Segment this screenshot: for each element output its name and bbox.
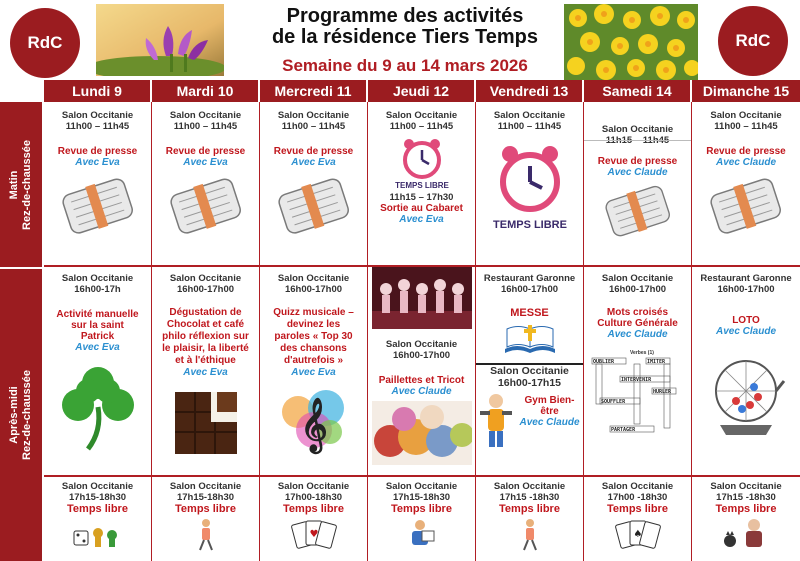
animator: Avec Claude xyxy=(715,326,777,337)
activity: Temps libre xyxy=(499,503,560,515)
evening-friday xyxy=(476,477,584,561)
location: Restaurant Garonne xyxy=(483,273,576,284)
shamrock-icon xyxy=(58,363,138,453)
day-header-thursday: Jeudi 12 xyxy=(368,80,476,102)
newspaper-icon xyxy=(166,172,246,242)
afternoon-saturday xyxy=(584,267,692,477)
time: 11h00 – 11h45 xyxy=(714,121,778,132)
daffodil-photo xyxy=(564,4,698,80)
afternoon-thursday xyxy=(368,267,476,477)
svg-text:TEMPS LIBRE: TEMPS LIBRE xyxy=(394,181,449,190)
day-header-saturday: Samedi 14 xyxy=(584,80,692,102)
location: Salon Occitanie xyxy=(493,481,566,492)
board-game-icon xyxy=(68,517,128,551)
animator: Avec Claude xyxy=(607,329,668,340)
activity: Temps libre xyxy=(391,503,452,515)
divider-line xyxy=(584,140,691,141)
animator: Avec Claude xyxy=(715,157,777,168)
svg-text:SOUFFLER: SOUFFLER xyxy=(600,399,625,405)
afternoon-friday xyxy=(476,267,584,477)
day-header-sunday: Dimanche 15 xyxy=(692,80,800,102)
time: 11h00 – 11h45 xyxy=(497,121,562,132)
location: Restaurant Garonne xyxy=(700,273,792,284)
svg-text:HURLER: HURLER xyxy=(652,389,671,395)
evening-saturday xyxy=(584,477,692,561)
location: Salon Occitanie xyxy=(710,110,782,121)
schedule-grid xyxy=(44,80,800,561)
evening-sunday xyxy=(692,477,800,561)
location: Salon Occitanie xyxy=(61,273,134,284)
cabaret-photo xyxy=(372,267,472,329)
afternoon-wednesday xyxy=(260,267,368,477)
location: Salon Occitanie xyxy=(61,110,134,121)
week-subtitle: Semaine du 9 au 14 mars 2026 xyxy=(282,56,528,75)
activity: Paillettes et Tricot xyxy=(378,375,465,386)
location: Salon Occitanie xyxy=(385,339,458,350)
time: 17h15 -18h30 xyxy=(499,492,560,503)
svg-text:♥: ♥ xyxy=(309,529,318,540)
morning-monday xyxy=(44,102,152,267)
animator: Avec Eva xyxy=(291,157,336,168)
time-2: 16h00-17h15 xyxy=(497,377,562,389)
location: Salon Occitanie xyxy=(710,481,782,492)
animator: Avec Claude xyxy=(607,167,668,178)
evening-tuesday xyxy=(152,477,260,561)
crocus-photo xyxy=(96,4,224,76)
time: 16h00-17h00 xyxy=(608,284,667,295)
chocolate-icon xyxy=(171,388,241,458)
time: 17h15 -18h30 xyxy=(716,492,776,503)
activity: Sortie au Cabaret xyxy=(380,203,463,214)
location: Salon Occitanie xyxy=(385,481,458,492)
animator: Avec Eva xyxy=(183,367,228,378)
activity: Temps libre xyxy=(607,503,668,515)
time-2: 11h15 – 17h30 xyxy=(389,192,454,203)
time: 16h00-17h00 xyxy=(717,284,775,295)
time: 17h00 -18h30 xyxy=(607,492,668,503)
location: Salon Occitanie xyxy=(169,481,242,492)
svg-text:♠: ♠ xyxy=(633,529,642,540)
svg-text:TEMPS LIBRE: TEMPS LIBRE xyxy=(492,219,567,231)
time: 11h00 – 11h45 xyxy=(389,121,454,132)
location: Salon Occitanie xyxy=(277,481,350,492)
animator: Avec Eva xyxy=(183,157,228,168)
morning-saturday xyxy=(584,102,692,267)
morning-sunday xyxy=(692,102,800,267)
activity: Dégustation de Chocolat et café philo réflexion sur le plaisir, la liberté et à l'éthique xyxy=(162,307,249,366)
activity: Revue de presse xyxy=(57,146,138,157)
location: Salon Occitanie xyxy=(493,110,566,121)
time: 16h00-17h00 xyxy=(392,350,451,361)
location: Salon Occitanie xyxy=(277,273,350,284)
day-header-tuesday: Mardi 10 xyxy=(152,80,260,102)
day-header-friday: Vendredi 13 xyxy=(476,80,584,102)
animator: Avec Eva xyxy=(291,367,336,378)
music-note-icon xyxy=(274,382,354,456)
side-label-morning: Matin Rez-de-chaussée xyxy=(0,102,42,267)
rdc-badge-right: RdC xyxy=(718,6,788,76)
newspaper-icon xyxy=(598,180,678,244)
newspaper-icon xyxy=(274,172,354,242)
bible-icon xyxy=(503,323,557,357)
location: Salon Occitanie xyxy=(61,481,134,492)
temps-libre-logo xyxy=(480,138,580,234)
location: Salon Occitanie xyxy=(169,110,242,121)
activity-2: Gym Bien-être xyxy=(524,395,575,417)
newspaper-icon xyxy=(706,172,786,242)
activity: Temps libre xyxy=(283,503,344,515)
time: 17h15-18h30 xyxy=(392,492,451,503)
evening-thursday xyxy=(368,477,476,561)
location: Salon Occitanie xyxy=(601,481,674,492)
title-line-1: Programme des activités xyxy=(286,5,524,27)
animator-2: Avec Claude xyxy=(519,417,580,428)
svg-text:OUBLIER: OUBLIER xyxy=(592,359,614,365)
activity: Quizz musicale – devinez les paroles « Top 30 des chansons d'autrefois » xyxy=(273,307,354,366)
crossword-icon xyxy=(590,348,686,444)
location-2: Salon Occitanie xyxy=(490,365,569,377)
morning-wednesday xyxy=(260,102,368,267)
walking-person-icon xyxy=(510,517,550,551)
seniors-cat-icon xyxy=(716,517,776,551)
evening-monday xyxy=(44,477,152,561)
activity: Mots croisés Culture Générale xyxy=(597,307,678,329)
time: 16h00-17h xyxy=(74,284,121,295)
svg-text:INTERVENIR: INTERVENIR xyxy=(620,377,651,383)
afternoon-sunday xyxy=(692,267,800,477)
svg-text:PARTAGER: PARTAGER xyxy=(610,427,635,433)
morning-friday xyxy=(476,102,584,267)
day-header-monday: Lundi 9 xyxy=(44,80,152,102)
day-header-wednesday: Mercredi 11 xyxy=(260,80,368,102)
time: 17h15-18h30 xyxy=(68,492,127,503)
bingo-cage-icon xyxy=(706,351,786,437)
title-line-2: de la résidence Tiers Temps xyxy=(271,26,539,48)
time: 11h00 – 11h45 xyxy=(173,121,238,132)
animator: Avec Eva xyxy=(75,157,120,168)
animator: Avec Eva xyxy=(399,214,444,225)
svg-text:Verbes (1): Verbes (1) xyxy=(629,350,654,356)
title-block xyxy=(232,6,578,76)
evening-wednesday xyxy=(260,477,368,561)
location: Salon Occitanie xyxy=(601,273,674,284)
activity: Revue de presse xyxy=(165,146,246,157)
time: 17h00-18h30 xyxy=(284,492,343,503)
time: 17h15-18h30 xyxy=(176,492,235,503)
location: Salon Occitanie xyxy=(277,110,350,121)
activity: MESSE xyxy=(510,307,549,319)
time: 11h00 – 11h45 xyxy=(281,121,346,132)
time: 16h00-17h00 xyxy=(176,284,235,295)
afternoon-tuesday xyxy=(152,267,260,477)
animator: Avec Eva xyxy=(75,342,120,353)
gym-icon xyxy=(476,389,516,451)
activity: Temps libre xyxy=(67,503,128,515)
time: 11h00 – 11h45 xyxy=(65,121,130,132)
afternoon-monday xyxy=(44,267,152,477)
time: 16h00-17h00 xyxy=(284,284,343,295)
playing-cards-icon xyxy=(608,517,668,551)
animator: Avec Claude xyxy=(391,386,452,397)
activity: LOTO xyxy=(732,315,760,326)
reading-person-icon xyxy=(402,517,442,551)
rdc-badge-left: RdC xyxy=(10,8,80,78)
yarn-icon xyxy=(372,401,472,465)
location: Salon Occitanie xyxy=(601,124,674,135)
location: Salon Occitanie xyxy=(169,273,242,284)
morning-thursday xyxy=(368,102,476,267)
temps-libre-logo xyxy=(387,136,457,190)
activity: Temps libre xyxy=(175,503,236,515)
walking-person-icon xyxy=(186,517,226,551)
side-label-afternoon: Après-midi Rez-de-chaussée xyxy=(0,269,42,561)
activity: Revue de presse xyxy=(706,146,786,157)
activity: Activité manuelle sur la saint Patrick xyxy=(56,309,139,342)
svg-text:𝄞: 𝄞 xyxy=(299,397,328,451)
newspaper-icon xyxy=(58,172,138,242)
playing-cards-icon xyxy=(284,517,344,551)
time: 16h00-17h00 xyxy=(500,284,559,295)
activity: Revue de presse xyxy=(597,156,678,167)
activity: Temps libre xyxy=(715,503,777,515)
svg-text:IMITER: IMITER xyxy=(646,359,665,365)
location: Salon Occitanie xyxy=(385,110,458,121)
activity: Revue de presse xyxy=(273,146,354,157)
morning-tuesday xyxy=(152,102,260,267)
